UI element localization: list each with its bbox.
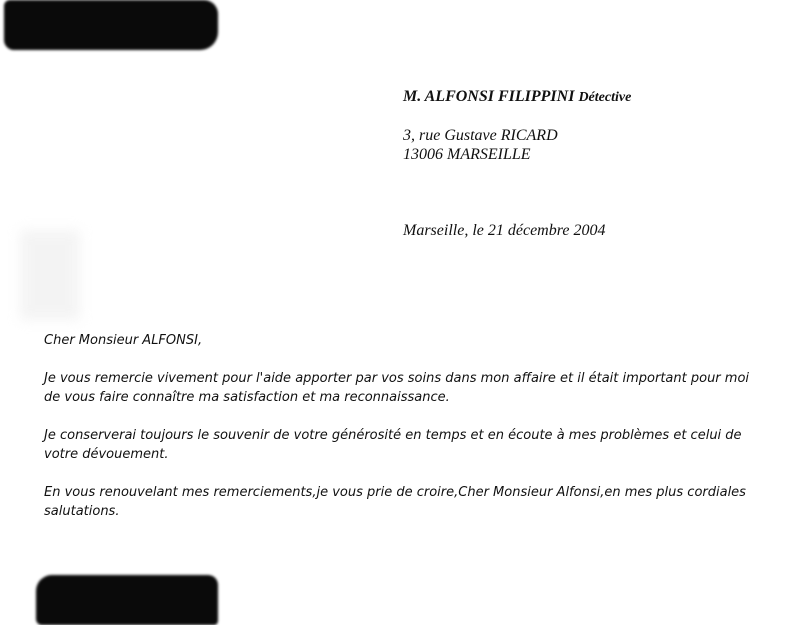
paragraph-3: En vous renouvelant mes remerciements,je vous prie de croire,Cher Monsieur Alfonsi,en mes plus cordiales salutations.: [44, 485, 746, 519]
sender-name: M. ALFONSI FILIPPINI: [403, 88, 575, 105]
sender-address: [403, 126, 631, 164]
paragraph-1: Je vous remercie vivement pour l'aide apporter par vos soins dans mon affaire et il était important pour moi de vous faire connaître ma satisfaction et ma reconnaissance.: [44, 371, 750, 405]
letter-body: [44, 331, 764, 540]
sender-role: Détective: [578, 90, 632, 105]
redaction-mark-bottom: [36, 575, 218, 625]
address-line-1: 3, rue Gustave RICARD: [403, 127, 558, 144]
scan-smear: [20, 230, 80, 320]
address-line-2: 13006 MARSEILLE: [403, 146, 531, 163]
place-date: Marseille, le 21 décembre 2004: [403, 222, 606, 239]
paragraph-2: Je conserverai toujours le souvenir de votre générosité en temps et en écoute à mes problèmes et celui de votre dévouement.: [44, 428, 742, 462]
sender-name-line: [403, 87, 631, 108]
redaction-mark-top: [4, 0, 218, 50]
salutation: Cher Monsieur ALFONSI,: [44, 333, 203, 348]
sender-block: [403, 87, 631, 164]
